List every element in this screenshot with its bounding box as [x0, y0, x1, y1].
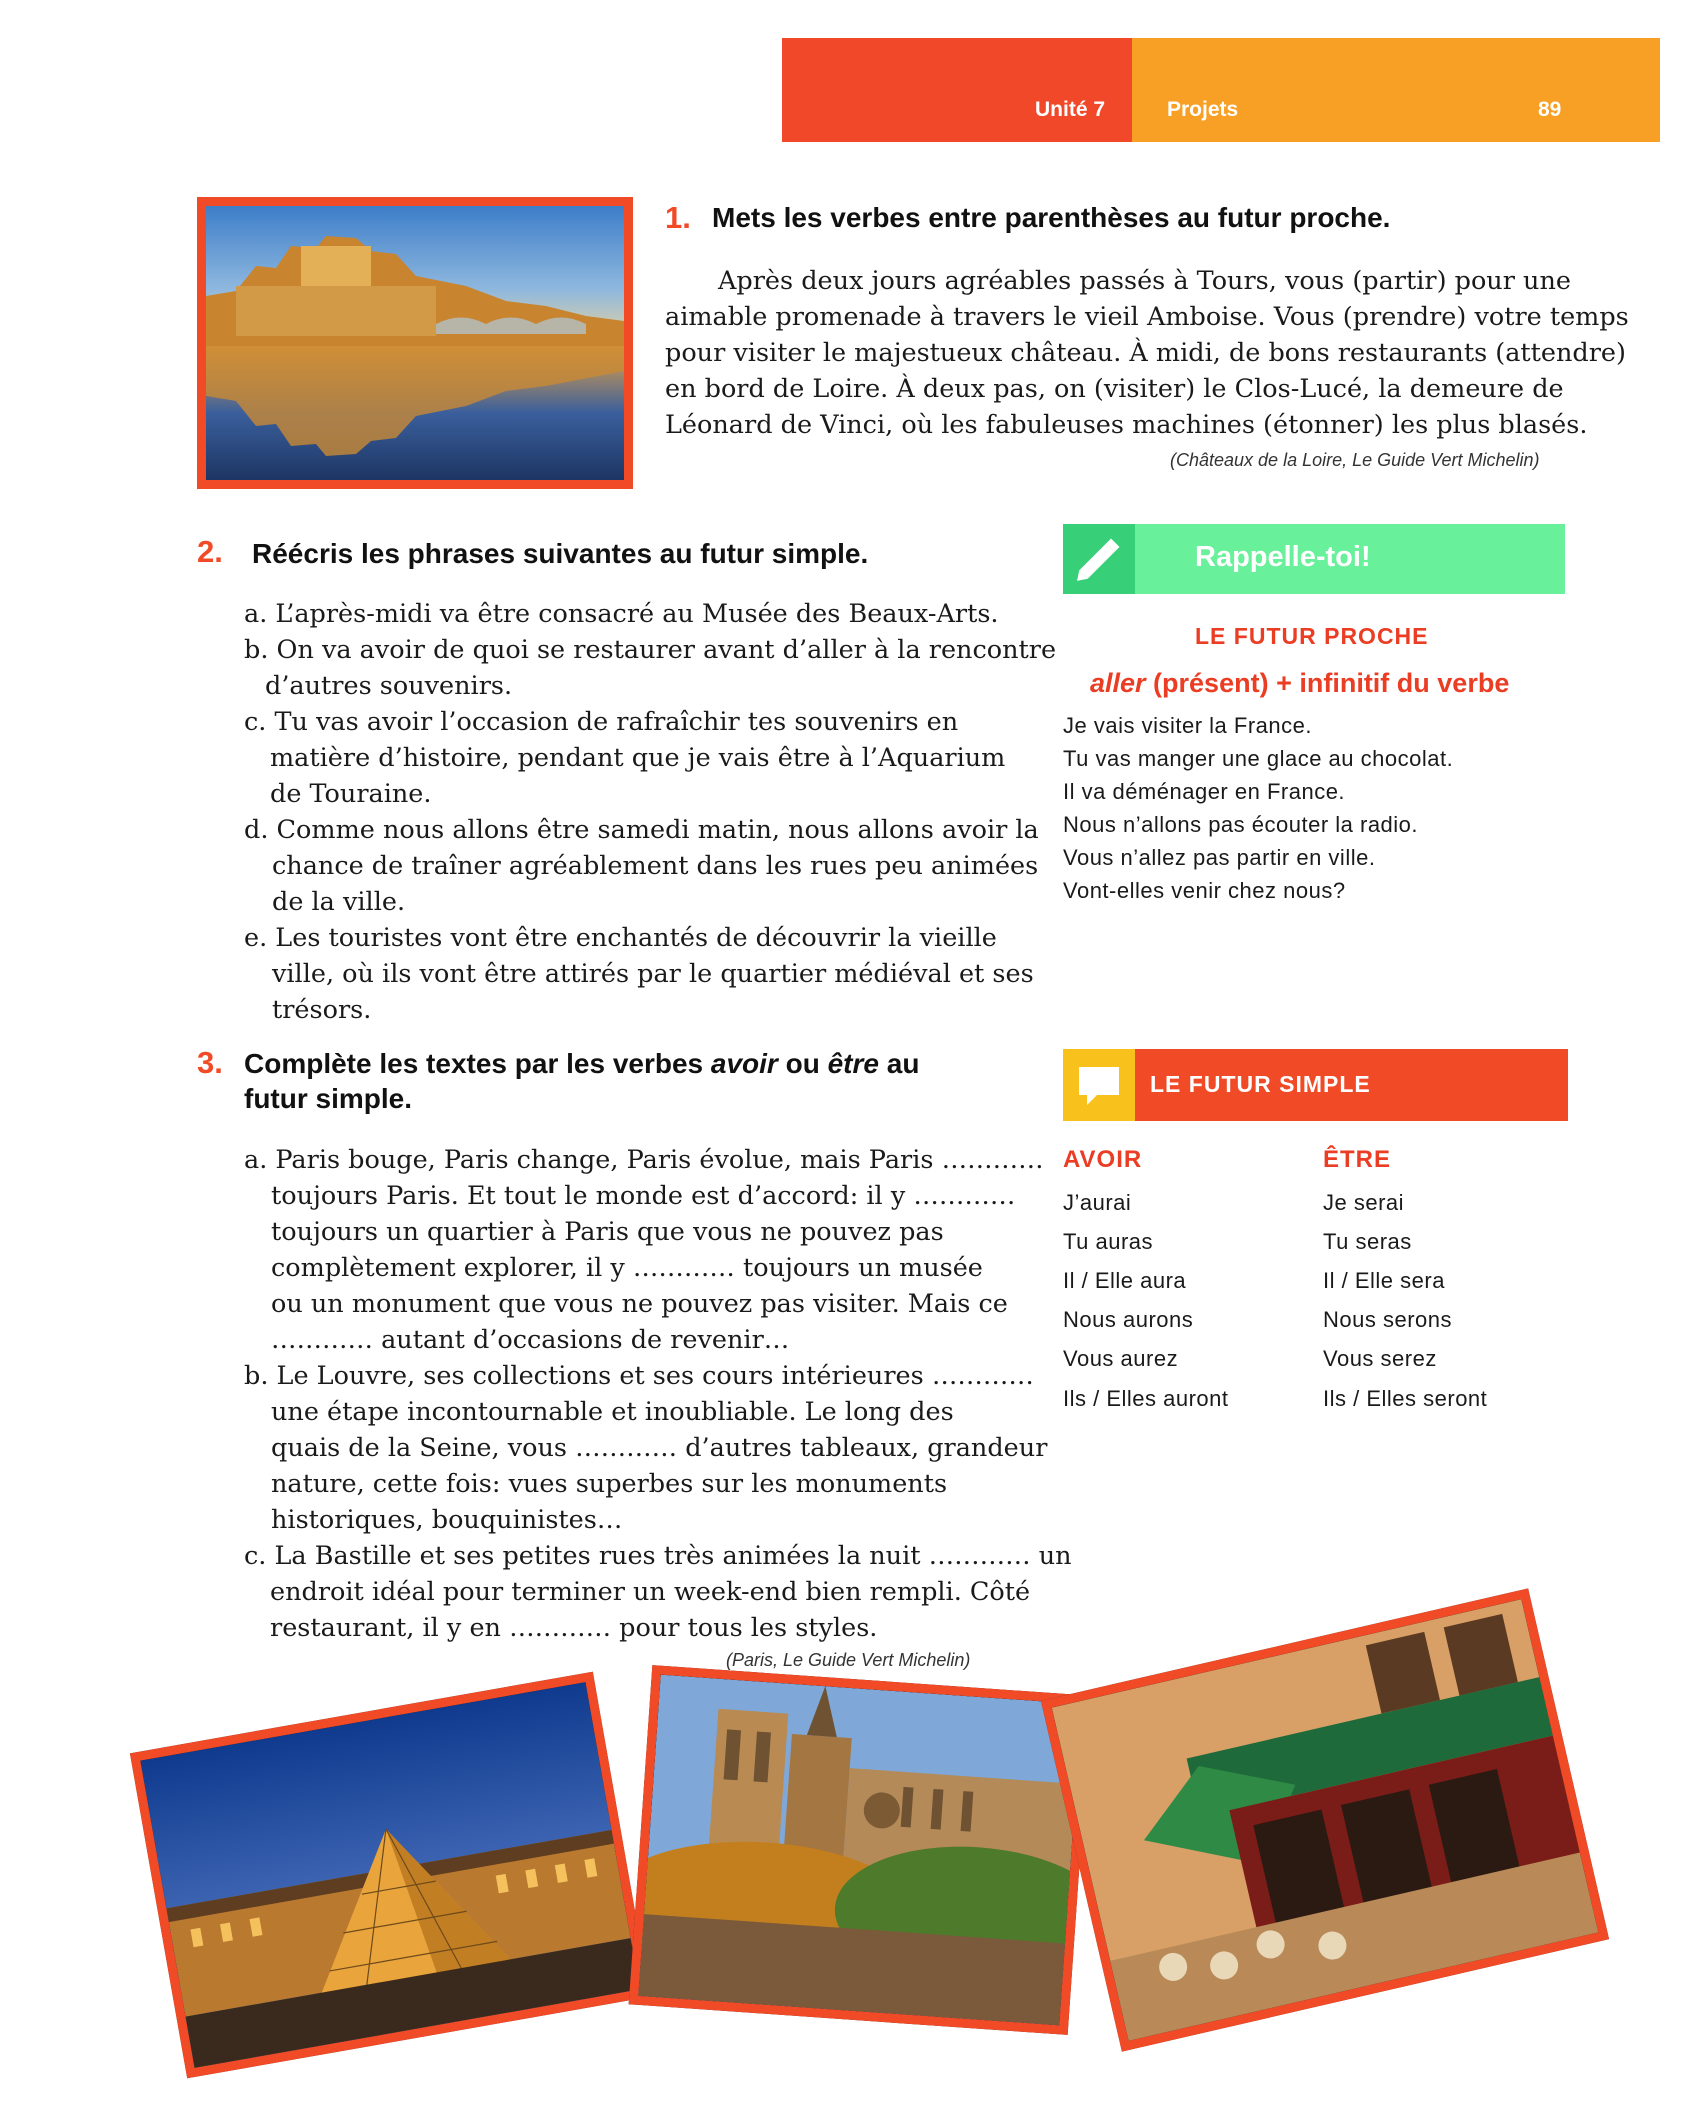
- exercise-3-title-line2: futur simple.: [244, 1083, 413, 1114]
- exercise-3-number: 3.: [197, 1045, 223, 1080]
- exercise-3-title: Complète les textes par les verbes avoir ou être au: [244, 1048, 920, 1079]
- etre-column-heading: ÊTRE: [1323, 1146, 1392, 1173]
- ex3-line: historiques, bouquinistes…: [271, 1505, 623, 1535]
- futur-simple-title: LE FUTUR SIMPLE: [1150, 1071, 1371, 1097]
- futur-proche-example: Il va déménager en France.: [1063, 779, 1346, 804]
- etre-conjugation: Vous serez: [1323, 1346, 1437, 1371]
- avoir-conjugation: Nous aurons: [1063, 1307, 1194, 1332]
- speech-bubble-icon: [1063, 1049, 1135, 1121]
- avoir-conjugation: Tu auras: [1063, 1229, 1154, 1254]
- ex2-line: ville, où ils vont être attirés par le quartier médiéval et ses: [272, 959, 1034, 989]
- ex3-title-etre: être: [827, 1048, 879, 1079]
- ex3-line: endroit idéal pour terminer un week-end bien rempli. Côté: [270, 1577, 1031, 1607]
- photo-amboise-castle: [197, 197, 633, 489]
- avoir-conjugation: J’aurai: [1063, 1190, 1132, 1215]
- avoir-column-heading: AVOIR: [1063, 1146, 1143, 1173]
- ex1-text-line: en bord de Loire. À deux pas, on (visiter) le Clos-Lucé, la demeure de: [665, 374, 1564, 404]
- photo-notre-dame: [629, 1665, 1092, 2035]
- header-unit-band: [782, 38, 1132, 142]
- rappelle-title: Rappelle-toi!: [1195, 541, 1371, 573]
- ex2-line: b. On va avoir de quoi se restaurer avant d’aller à la rencontre: [244, 635, 1057, 665]
- ex3-line: restaurant, il y en ………… pour tous les styles.: [270, 1613, 878, 1643]
- ex3-line: une étape incontournable et inoubliable. Le long des: [271, 1397, 954, 1427]
- ex3-line: quais de la Seine, vous ………… d’autres tableaux, grandeur: [271, 1433, 1048, 1463]
- exercise-1-title: Mets les verbes entre parenthèses au futur proche.: [712, 202, 1391, 233]
- ex2-line: e. Les touristes vont être enchantés de découvrir la vieille: [244, 923, 997, 953]
- header-section: Projets: [1167, 98, 1239, 121]
- ex3-source: (Paris, Le Guide Vert Michelin): [726, 1650, 971, 1670]
- ex3-line: toujours Paris. Et tout le monde est d’accord: il y …………: [271, 1181, 1016, 1211]
- ex2-line: a. L’après-midi va être consacré au Musée des Beaux-Arts.: [244, 599, 999, 629]
- ex2-line: d. Comme nous allons être samedi matin, nous allons avoir la: [244, 815, 1039, 845]
- etre-conjugation: Nous serons: [1323, 1307, 1453, 1332]
- ex1-text-line: Après deux jours agréables passés à Tours, vous (partir) pour une: [718, 266, 1571, 296]
- ex3-line: complètement explorer, il y ………… toujours un musée: [271, 1253, 983, 1283]
- ex2-line: c. Tu vas avoir l’occasion de rafraîchir tes souvenirs en: [244, 707, 959, 737]
- ex3-line: b. Le Louvre, ses collections et ses cours intérieures …………: [244, 1361, 1034, 1391]
- ex1-text-line: Léonard de Vinci, où les fabuleuses machines (étonner) les plus blasés.: [665, 410, 1588, 440]
- ex1-text-line: aimable promenade à travers le vieil Amboise. Vous (prendre) votre temps: [665, 302, 1629, 332]
- etre-conjugation: Tu seras: [1323, 1229, 1412, 1254]
- futur-proche-example: Nous n’allons pas écouter la radio.: [1063, 812, 1419, 837]
- futur-proche-example: Vous n’allez pas partir en ville.: [1063, 845, 1376, 870]
- futur-proche-title: LE FUTUR PROCHE: [1195, 623, 1429, 649]
- ex2-line: matière d’histoire, pendant que je vais être à l’Aquarium: [270, 743, 1006, 773]
- ex2-line: chance de traîner agréablement dans les rues peu animées: [272, 851, 1039, 881]
- avoir-conjugation: Il / Elle aura: [1063, 1268, 1187, 1293]
- futur-proche-example: Je vais visiter la France.: [1063, 713, 1312, 738]
- header-section-band: [1132, 38, 1660, 142]
- futur-proche-formula: aller (présent) + infinitif du verbe: [1090, 668, 1510, 698]
- ex3-line: ………… autant d’occasions de revenir…: [271, 1325, 790, 1355]
- ex3-line: c. La Bastille et ses petites rues très animées la nuit ………… un: [244, 1541, 1072, 1571]
- exercise-2-title: Réécris les phrases suivantes au futur simple.: [252, 538, 869, 569]
- etre-conjugation: Ils / Elles seront: [1323, 1386, 1488, 1411]
- photo-louvre-pyramid: [130, 1672, 650, 2079]
- page-number: 89: [1538, 98, 1562, 121]
- formula-aller: aller: [1090, 668, 1146, 698]
- avoir-conjugation: Vous aurez: [1063, 1346, 1179, 1371]
- ex3-line: toujours un quartier à Paris que vous ne pouvez pas: [271, 1217, 944, 1247]
- ex2-line: trésors.: [272, 995, 372, 1025]
- exercise-2-number: 2.: [197, 534, 223, 569]
- futur-simple-icon-box: [1063, 1049, 1135, 1121]
- exercise-1-number: 1.: [665, 200, 691, 235]
- header-unit: Unité 7: [1035, 98, 1106, 121]
- ex3-line: a. Paris bouge, Paris change, Paris évolue, mais Paris …………: [244, 1145, 1044, 1175]
- avoir-conjugation: Ils / Elles auront: [1063, 1386, 1229, 1411]
- ex3-line: ou un monument que vous ne pouvez pas visiter. Mais ce: [271, 1289, 1008, 1319]
- rappelle-icon-box: [1063, 524, 1135, 594]
- ex1-text-line: pour visiter le majestueux château. À midi, de bons restaurants (attendre): [665, 338, 1626, 368]
- ex2-line: de la ville.: [272, 887, 406, 917]
- ex2-line: d’autres souvenirs.: [265, 671, 513, 701]
- etre-conjugation: Il / Elle sera: [1323, 1268, 1445, 1293]
- photo-cafe-bastille: [1041, 1588, 1609, 2051]
- ex3-title-avoir: avoir: [710, 1048, 778, 1079]
- ex2-line: de Touraine.: [270, 779, 432, 809]
- ex1-source: (Châteaux de la Loire, Le Guide Vert Michelin): [1170, 450, 1540, 470]
- futur-proche-example: Tu vas manger une glace au chocolat.: [1063, 746, 1454, 771]
- futur-proche-example: Vont-elles venir chez nous?: [1063, 878, 1346, 903]
- etre-conjugation: Je serai: [1323, 1190, 1405, 1215]
- ex3-line: nature, cette fois: vues superbes sur les monuments: [271, 1469, 948, 1499]
- pencil-icon: [1063, 524, 1135, 594]
